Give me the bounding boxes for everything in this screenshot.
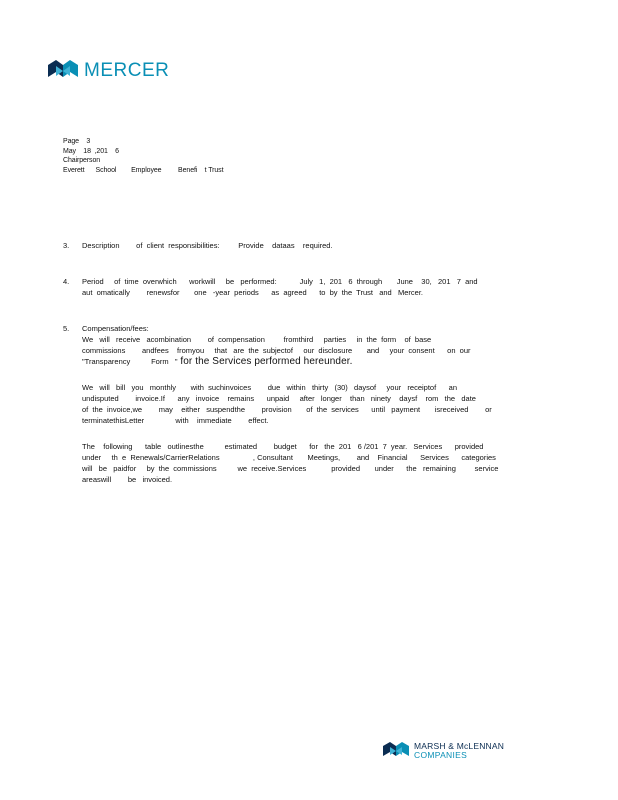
item-body xyxy=(82,323,543,500)
emphasis-text: for the Services performed hereunder. xyxy=(177,356,353,367)
list-item xyxy=(63,323,543,500)
mmc-companies: COMPANIES xyxy=(414,750,468,760)
item-number: 3. xyxy=(63,241,70,250)
list-item xyxy=(63,276,543,313)
mmc-wordmark xyxy=(414,742,504,760)
mercer-logo-icon xyxy=(48,60,78,82)
item-number: 4. xyxy=(63,277,70,286)
item-body xyxy=(82,276,543,313)
mercer-wordmark: MERCER xyxy=(84,60,170,81)
mercer-logo xyxy=(48,60,169,82)
item-body xyxy=(82,240,543,266)
date-line: May 18 ,201 6 xyxy=(63,147,119,155)
marsh-mclennan-logo xyxy=(383,742,504,760)
numbered-items xyxy=(63,240,543,510)
recipient-title: Chairperson xyxy=(63,157,101,165)
mmc-name: MARSH & McLENNAN xyxy=(414,741,505,751)
letter-header xyxy=(63,137,223,175)
item-paragraph: Period of time overwhich workwill be performed: July 1, 201 6 through June 30, 201 7 and aut omatically renewsfor one -year periods as agreed to by the Trust and Mercer. xyxy=(82,277,478,297)
item-paragraph: Description of client responsibilities: Provide dataas required. xyxy=(82,241,333,250)
item-paragraph: The following table outlinesthe estimated budget for the 201 6 /201 7 year. Services provided under th e Renewals/CarrierRelations , Consultant Meetings, and Financial Services categories will be paidfor by the commissions we receive.Services provided under the remaining service areaswill be invoiced. xyxy=(82,442,499,484)
item-paragraph: We will bill you monthly with suchinvoices due within thirty (30) daysof your receiptof an undisputed invoice.If any invoice remains unpaid after longer than ninety daysf rom the date of the invoice,we may either suspendthe provision of the services until payment isreceived or terminatethisLetter with immediate effect. xyxy=(82,383,492,425)
item-paragraph: Compensation/fees: We will receive acombination of compensation fromthird parties in the form of base commissions andfees fromyou that are the subjectof our disclosure and your consent on our "Transparency Form " for the Services performed hereunder. xyxy=(82,324,471,367)
item-number: 5. xyxy=(63,324,70,333)
page-number-line: Page 3 xyxy=(63,138,91,145)
mmc-logo-icon xyxy=(383,742,409,760)
recipient-organization: Everett School Employee Benefi t Trust xyxy=(63,166,224,174)
list-item xyxy=(63,240,543,266)
